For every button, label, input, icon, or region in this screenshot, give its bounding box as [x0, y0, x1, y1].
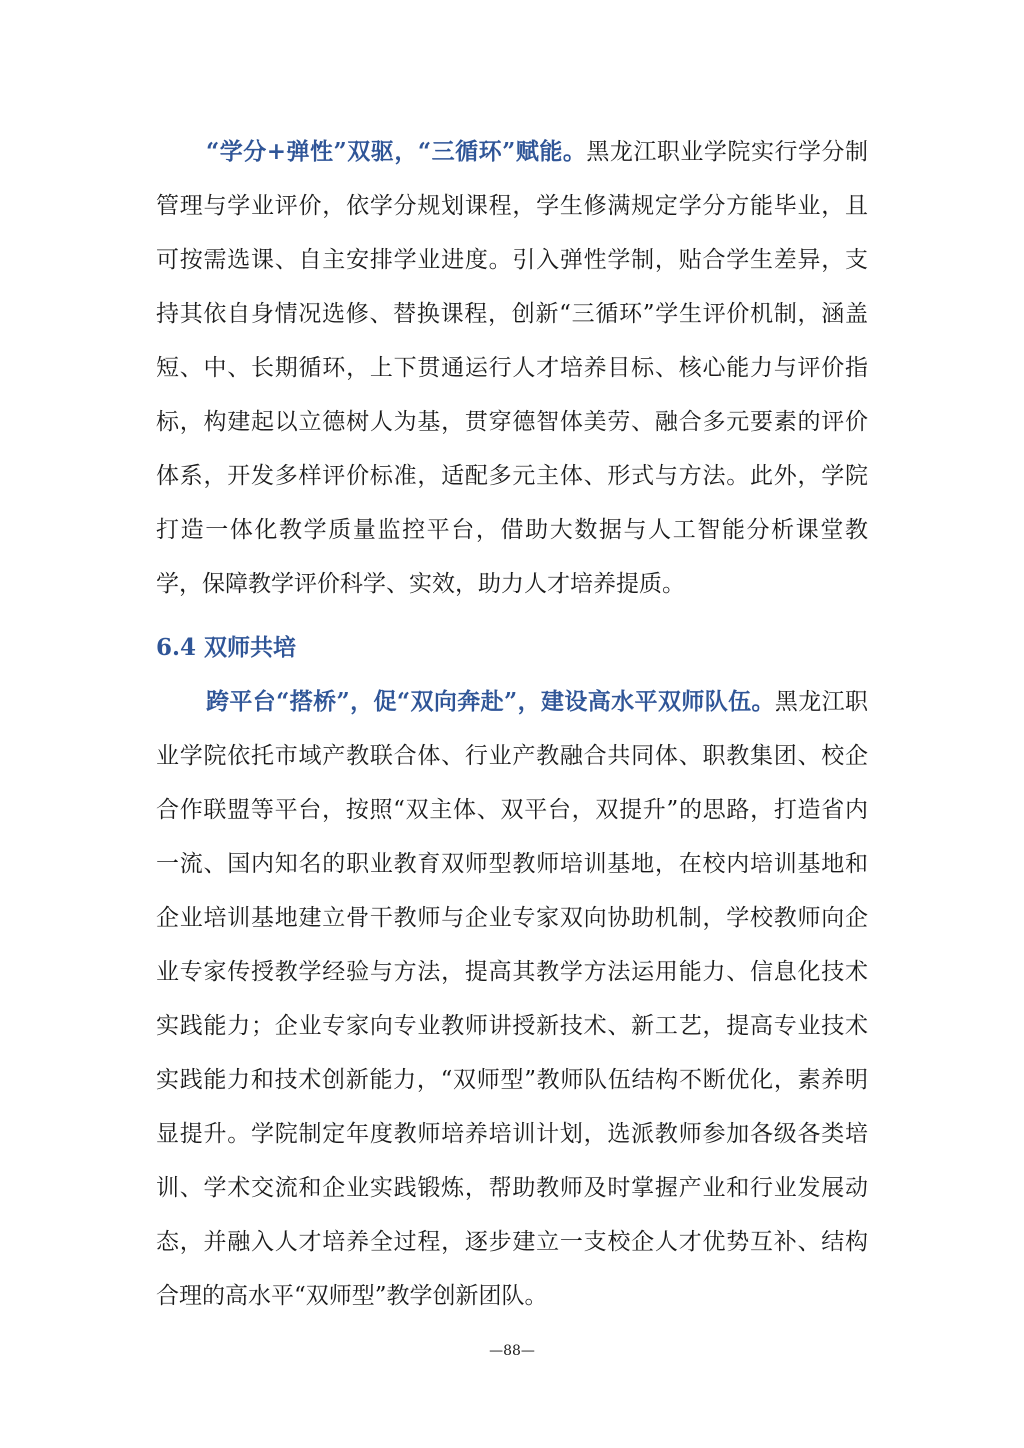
- section-heading: 6.4 双师共培: [156, 634, 297, 661]
- paragraph-body-text: 黑龙江职业学院实行学分制管理与学业评价，依学分规划课程，学生修满规定学分方能毕业，且可按需选课、自主安排学业进度。引入弹性学制，贴合学生差异，支持其依自身情况选修、替换课程，创新“三循环”学生评价机制，涵盖短、中、长期循环，上下贯通运行人才培养目标、核心能力与评价指标，构建起以立德树人为基，贯穿德智体美劳、融合多元要素的评价体系，开发多样评价标准，适配多元主体、形式与方法。此外，学院打造一体化教学质量监控平台，借助大数据与人工智能分析课堂教学，保障教学评价科学、实效，助力人才培养提质。: [156, 139, 868, 597]
- paragraph-lead-heading: 跨平台“搭桥”，促“双向奔赴”，建设高水平双师队伍。: [206, 688, 775, 715]
- paragraph-lead-heading: “学分+弹性”双驱，“三循环”赋能。: [206, 138, 587, 165]
- paragraph-dual-teacher: [156, 675, 868, 1323]
- paragraph-grading-system: [156, 125, 868, 611]
- page-number: —88—: [489, 1343, 535, 1359]
- paragraph-body-text: 黑龙江职业学院依托市域产教联合体、行业产教融合共同体、职教集团、校企合作联盟等平台，按照“双主体、双平台，双提升”的思路，打造省内一流、国内知名的职业教育双师型教师培训基地，在校内培训基地和企业培训基地建立骨干教师与企业专家双向协助机制，学校教师向企业专家传授教学经验与方法，提高其教学方法运用能力、信息化技术实践能力；企业专家向专业教师讲授新技术、新工艺，提高专业技术实践能力和技术创新能力，“双师型”教师队伍结构不断优化，素养明显提升。学院制定年度教师培养培训计划，选派教师参加各级各类培训、学术交流和企业实践锻炼，帮助教师及时掌握产业和行业发展动态，并融入人才培养全过程，逐步建立一支校企人才优势互补、结构合理的高水平“双师型”教学创新团队。: [156, 689, 869, 1309]
